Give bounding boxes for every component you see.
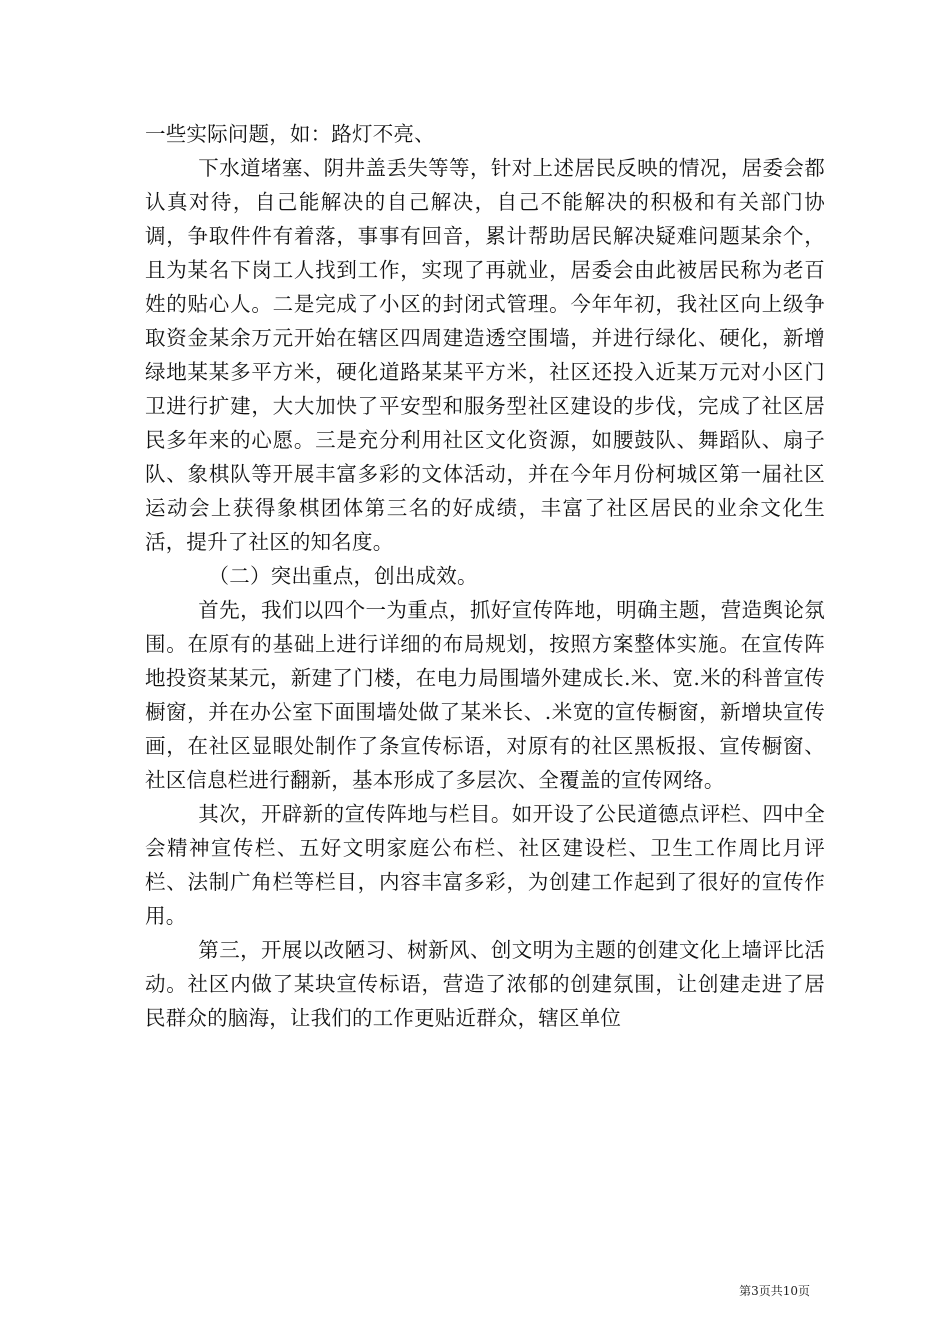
paragraph-first: 首先，我们以四个一为重点，抓好宣传阵地，明确主题，营造舆论氛围。在原有的基础上进行详细的布局规划，按照方案整体实施。在宣传阵地投资某某元，新建了门楼，在电力局围墙外建成长.米、宽.米的科普宣传橱窗，并在办公室下面围墙处做了某米长、.米宽的宣传橱窗，新增块宣传画，在社区显眼处制作了条宣传标语，对原有的社区黑板报、宣传橱窗、社区信息栏进行翻新，基本形成了多层次、全覆盖的宣传网络。: [145, 598, 825, 792]
page-number-footer: 第3页共10页: [739, 1284, 810, 1298]
paragraph-community-issues: 下水道堵塞、阴井盖丢失等等，针对上述居民反映的情况，居委会都认真对待，自己能解决的自己解决，自己不能解决的积极和有关部门协调，争取件件有着落，事事有回音，累计帮助居民解决疑难问题某余个，且为某名下岗工人找到工作，实现了再就业，居委会由此被居民称为老百姓的贴心人。二是完成了小区的封闭式管理。今年年初，我社区向上级争取资金某余万元开始在辖区四周建造透空围墙，并进行绿化、硬化，新增绿地某某多平方米，硬化道路某某平方米，社区还投入近某万元对小区门卫进行扩建，大大加快了平安型和服务型社区建设的步伐，完成了社区居民多年来的心愿。三是充分利用社区文化资源，如腰鼓队、舞蹈队、扇子队、象棋队等开展丰富多彩的文体活动，并在今年月份柯城区第一届社区运动会上获得象棋团体第三名的好成绩，丰富了社区居民的业余文化生活，提升了社区的知名度。: [145, 156, 825, 554]
paragraph-third: 第三，开展以改陋习、树新风、创文明为主题的创建文化上墙评比活动。社区内做了某块宣传标语，营造了浓郁的创建氛围，让创建走进了居民群众的脑海，让我们的工作更贴近群众，辖区单位: [145, 938, 825, 1030]
paragraph-continuation: 一些实际问题，如：路灯不亮、: [145, 122, 435, 146]
paragraph-second: 其次，开辟新的宣传阵地与栏目。如开设了公民道德点评栏、四中全会精神宣传栏、五好文明家庭公布栏、社区建设栏、卫生工作周比月评栏、法制广角栏等栏目，内容丰富多彩，为创建工作起到了很好的宣传作用。: [145, 802, 825, 928]
section-heading: （二）突出重点，创出成效。: [208, 564, 478, 588]
document-body: [145, 117, 825, 1035]
